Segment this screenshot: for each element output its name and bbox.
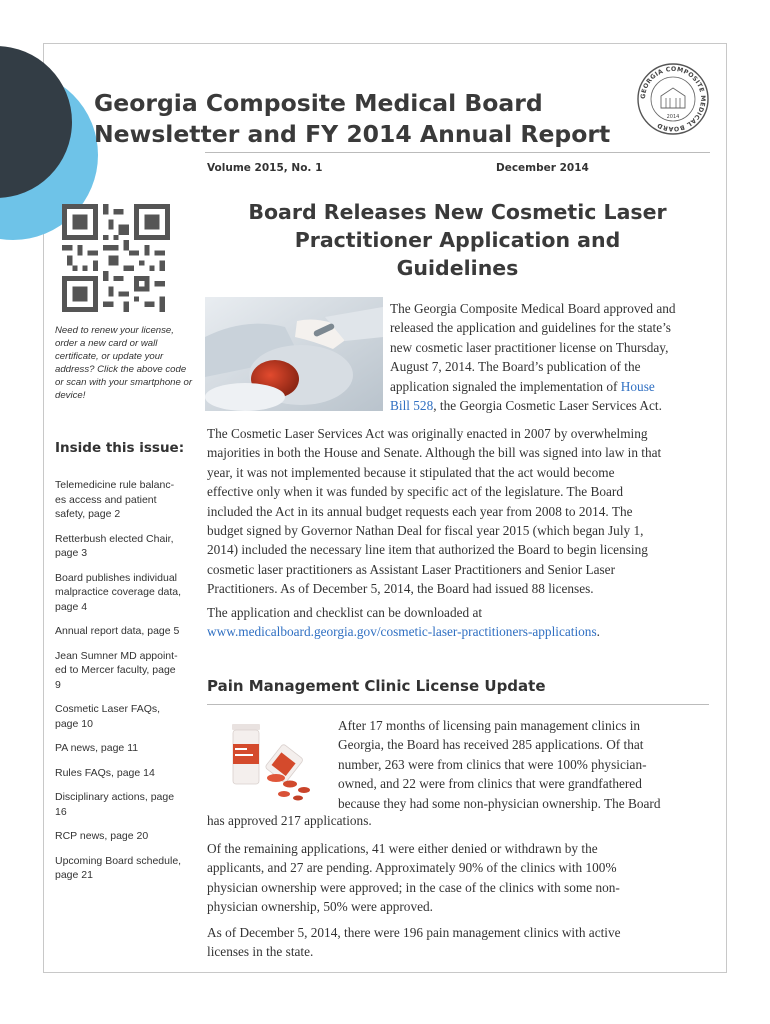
list-item: Retterbush elected Chair, page 3 xyxy=(55,532,174,559)
list-item: PA news, page 11 xyxy=(55,742,139,754)
text-line: effective only when it was funded by specific act of the legislature. The Board xyxy=(207,484,624,500)
text-line: has approved 217 applications. xyxy=(207,813,372,828)
issue-date: December 2014 xyxy=(496,162,589,174)
list-item: Upcoming Board schedule, page 21 xyxy=(55,854,182,881)
text-line xyxy=(390,396,676,415)
seal-ring-text: GEORGIA COMPOSITE MEDICAL BOARD xyxy=(639,65,707,133)
laser-treatment-photo xyxy=(205,297,383,411)
article2-closing xyxy=(207,923,621,962)
text-line: budget signed by Governor Nathan Deal for fiscal year 2015 (which began July 1, xyxy=(207,523,644,539)
section-title: Pain Management Clinic License Update xyxy=(207,677,546,695)
inside-issue-heading: Inside this issue: xyxy=(55,440,185,456)
article-headline xyxy=(205,198,710,282)
text-line: As of December 5, 2014, there were 196 pain management clinics with active xyxy=(207,925,621,940)
headline-line-1: Board Releases New Cosmetic Laser xyxy=(248,200,667,224)
text-line: applicants, and 27 are pending. Approximately 90% of the clinics with 100% xyxy=(207,860,617,876)
list-item: Telemedicine rule balanc- es access and patient safety, page 2 xyxy=(55,479,175,520)
section-divider xyxy=(207,704,709,705)
text-line: because they had some non-physician ownership. The Board xyxy=(338,795,661,811)
text-line: The application and checklist can be downloaded at xyxy=(207,605,483,620)
article1-intro xyxy=(390,299,676,415)
text-span: . xyxy=(596,624,600,640)
list-item: Board publishes individual malpractice coverage data, page 4 xyxy=(55,571,182,613)
house-bill-link-cont[interactable]: Bill 528 xyxy=(390,398,434,414)
article2-intro xyxy=(338,716,661,813)
text-line: physician ownership were approved; in the case of the clinics with some non- xyxy=(207,879,620,895)
article2-intro-end xyxy=(207,811,372,830)
text-line: cosmetic laser practitioners as Assistant Laser Practitioners and Senior Laser xyxy=(207,561,616,577)
text-line: owned, and 22 were from clinics that were grandfathered xyxy=(338,776,642,792)
article2-body xyxy=(207,839,620,917)
text-span: application signaled the implementation of xyxy=(390,378,621,394)
headline-line-2: Practitioner Application and xyxy=(294,228,621,252)
title-line-2: Newsletter and FY 2014 Annual Report xyxy=(94,120,611,148)
text-line: After 17 months of licensing pain management clinics in xyxy=(338,718,641,733)
text-line: released the application and guidelines for the state’s xyxy=(390,320,671,336)
title-line-1: Georgia Composite Medical Board xyxy=(94,89,543,117)
text-line: Georgia, the Board has received 285 applications. Of that xyxy=(338,737,644,753)
list-item: Rules FAQs, page 14 xyxy=(55,766,155,779)
house-bill-link[interactable]: House xyxy=(620,378,655,394)
text-line: year, it was not implemented because it stipulated that the act would become xyxy=(207,464,615,480)
text-line: August 7, 2014. The Board’s publication of the xyxy=(390,359,641,375)
board-seal-icon xyxy=(636,62,710,136)
headline-line-3: Guidelines xyxy=(396,256,519,280)
list-item: Annual report data, page 5 xyxy=(55,625,180,637)
text-span: , the Georgia Cosmetic Laser Services Act. xyxy=(433,398,662,414)
volume-label: Volume 2015, No. 1 xyxy=(207,162,323,174)
text-line: majorities in both the House and Senate. Although the bill was signed into law in that xyxy=(207,445,662,461)
qr-instructions: Need to renew your license, order a new card or wall certificate, or update your address? Click the above code or scan with your smartphone or device! xyxy=(55,325,193,401)
title-divider xyxy=(205,152,710,153)
text-line: physician ownership, 50% were approved. xyxy=(207,899,433,915)
inside-issue-list xyxy=(55,478,193,883)
text-line: included the Act in its annual budget requests each year from 2008 to 2014. The xyxy=(207,503,633,519)
text-line: Of the remaining applications, 41 were either denied or withdrawn by the xyxy=(207,841,598,856)
text-line: 2014) included the necessary line item that authorized the Board to begin licensing xyxy=(207,542,648,558)
text-line: licenses in the state. xyxy=(207,944,314,960)
list-item: RCP news, page 20 xyxy=(55,830,149,842)
qr-code-icon[interactable] xyxy=(62,204,170,312)
text-line: new cosmetic laser practitioner license on Thursday, xyxy=(390,339,669,355)
text-line: number, 263 were from clinics that were 100% physician- xyxy=(338,756,647,772)
seal-year: 2014 xyxy=(666,114,680,120)
pill-bottle-photo xyxy=(222,714,330,806)
list-item: Cosmetic Laser FAQs, page 10 xyxy=(55,703,161,730)
text-line: Practitioners. As of December 5, 2014, the Board had issued 88 licenses. xyxy=(207,581,594,597)
newsletter-title xyxy=(94,88,654,150)
text-line: The Georgia Composite Medical Board approved and xyxy=(390,301,676,316)
text-line: The Cosmetic Laser Services Act was originally enacted in 2007 by overwhelming xyxy=(207,426,648,441)
text-line xyxy=(390,377,676,396)
download-link[interactable]: www.medicalboard.georgia.gov/cosmetic-laser-practitioners-applications xyxy=(207,624,597,640)
text-line xyxy=(207,622,600,641)
article1-download xyxy=(207,603,600,642)
list-item: Jean Sumner MD appoint- ed to Mercer faculty, page 9 xyxy=(55,649,178,691)
article1-body xyxy=(207,424,661,599)
list-item: Disciplinary actions, page 16 xyxy=(55,791,175,818)
